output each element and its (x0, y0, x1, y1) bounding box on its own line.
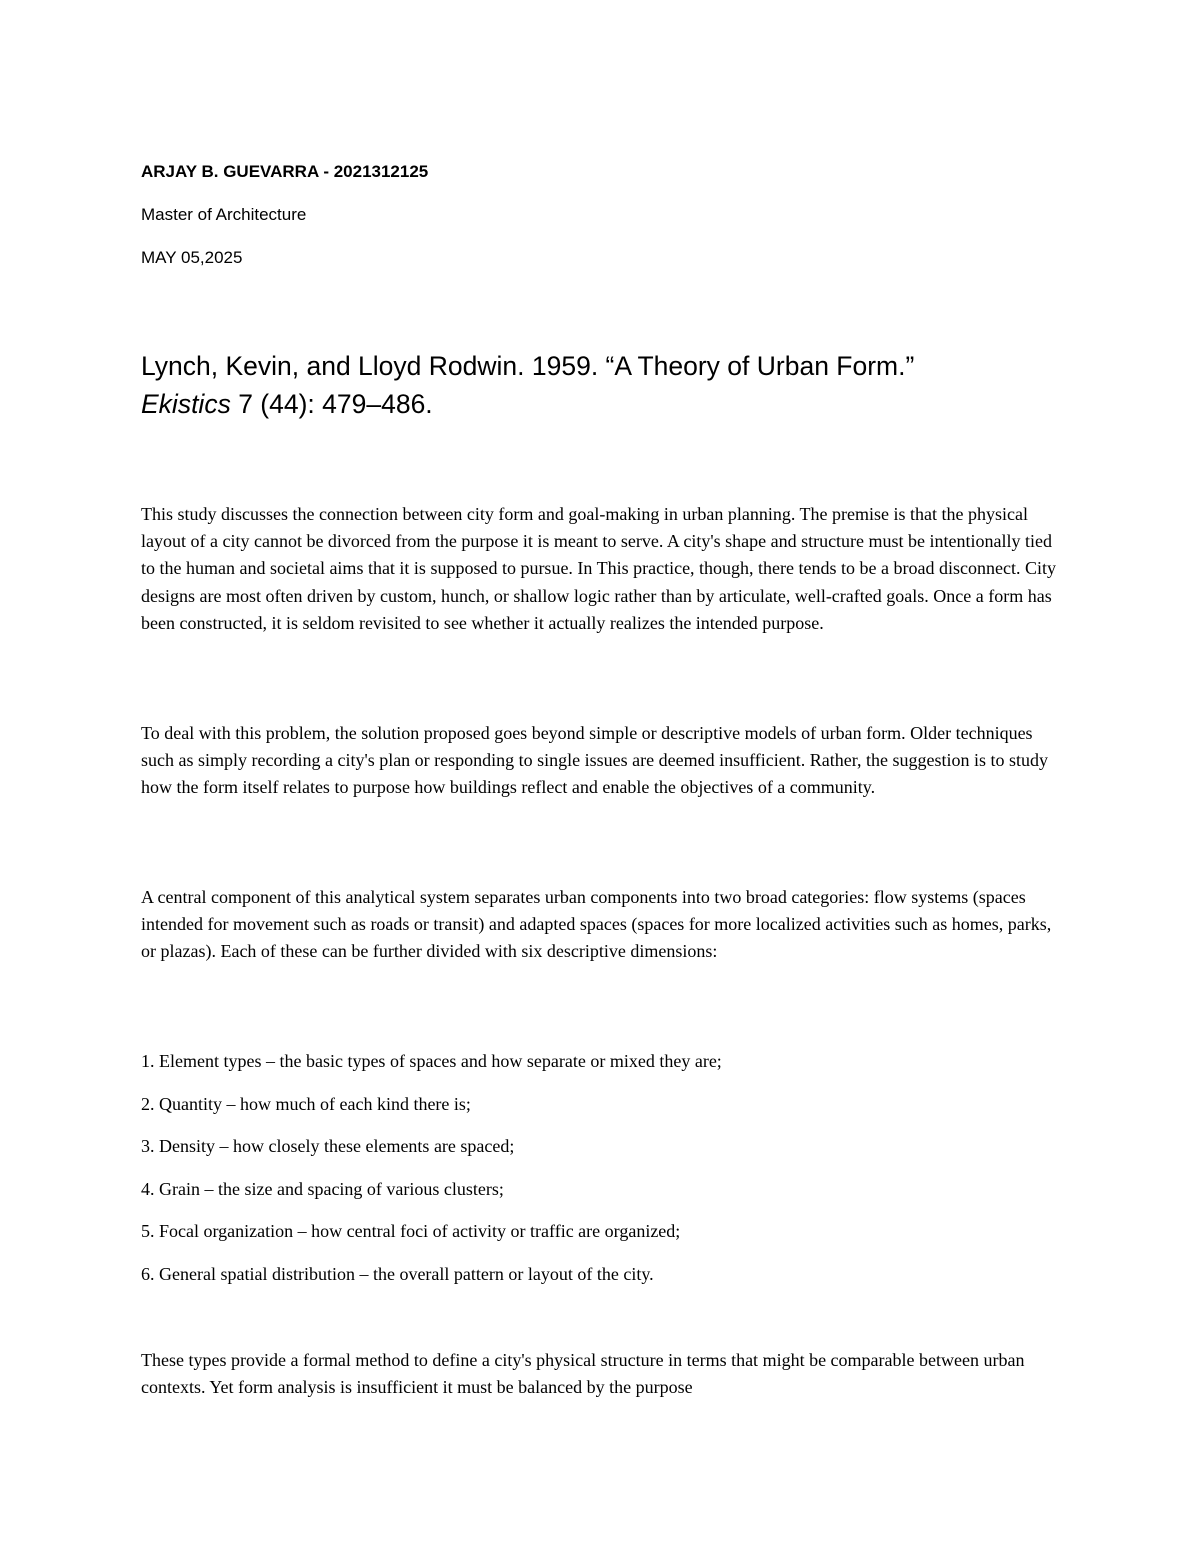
list-item: 3. Density – how closely these elements are spaced; (141, 1136, 515, 1157)
document-date: MAY 05,2025 (141, 248, 243, 267)
list-item: 5. Focal organization – how central foci of activity or traffic are organized; (141, 1221, 681, 1242)
dimensions-list (141, 1048, 722, 1304)
author-name-line: ARJAY B. GUEVARRA - 2021312125 (141, 162, 429, 181)
list-item: 1. Element types – the basic types of spaces and how separate or mixed they are; (141, 1051, 722, 1071)
body-paragraph-3: A central component of this analytical system separates urban components into two broad categories: flow systems (spaces intended for movement such as roads or transit) and adapted spaces (spaces for more localized activities such as homes, parks, or plazas). Each of these can be further divided with six descriptive dimensions: (141, 887, 1052, 962)
degree-program: Master of Architecture (141, 205, 307, 224)
list-item: 4. Grain – the size and spacing of various clusters; (141, 1178, 504, 1199)
body-paragraph-1: This study discusses the connection between city form and goal-making in urban planning. The premise is that the physical layout of a city cannot be divorced from the purpose it is meant to serve. A city's shape and structure must be intentionally tied to the human and societal aims that it is supposed to pursue. In This practice, though, there tends to be a broad disconnect. City designs are most often driven by custom, hunch, or shallow logic rather than by articulate, well-crafted goals. Once a form has been constructed, it is seldom revisited to see whether it actually realizes the intended purpose. (141, 504, 1056, 633)
reference-citation (141, 347, 1041, 423)
citation-source (141, 385, 1041, 423)
citation-volume-pages: 7 (44): 479–486. (230, 389, 433, 419)
list-item: 2. Quantity – how much of each kind there is; (141, 1093, 471, 1114)
list-item: 6. General spatial distribution – the overall pattern or layout of the city. (141, 1263, 654, 1284)
body-paragraph-2: To deal with this problem, the solution proposed goes beyond simple or descriptive models of urban form. Older techniques such as simply recording a city's plan or responding to single issues are deemed insufficient. Rather, the suggestion is to study how the form itself relates to purpose how buildings reflect and enable the objectives of a community. (141, 723, 1049, 798)
body-paragraph-4: These types provide a formal method to define a city's physical structure in terms that might be comparable between urban contexts. Yet form analysis is insufficient it must be balanced by the purpose (141, 1350, 1025, 1398)
citation-authors-title: Lynch, Kevin, and Lloyd Rodwin. 1959. “A Theory of Urban Form.” (141, 351, 915, 381)
citation-journal: Ekistics (141, 389, 231, 419)
